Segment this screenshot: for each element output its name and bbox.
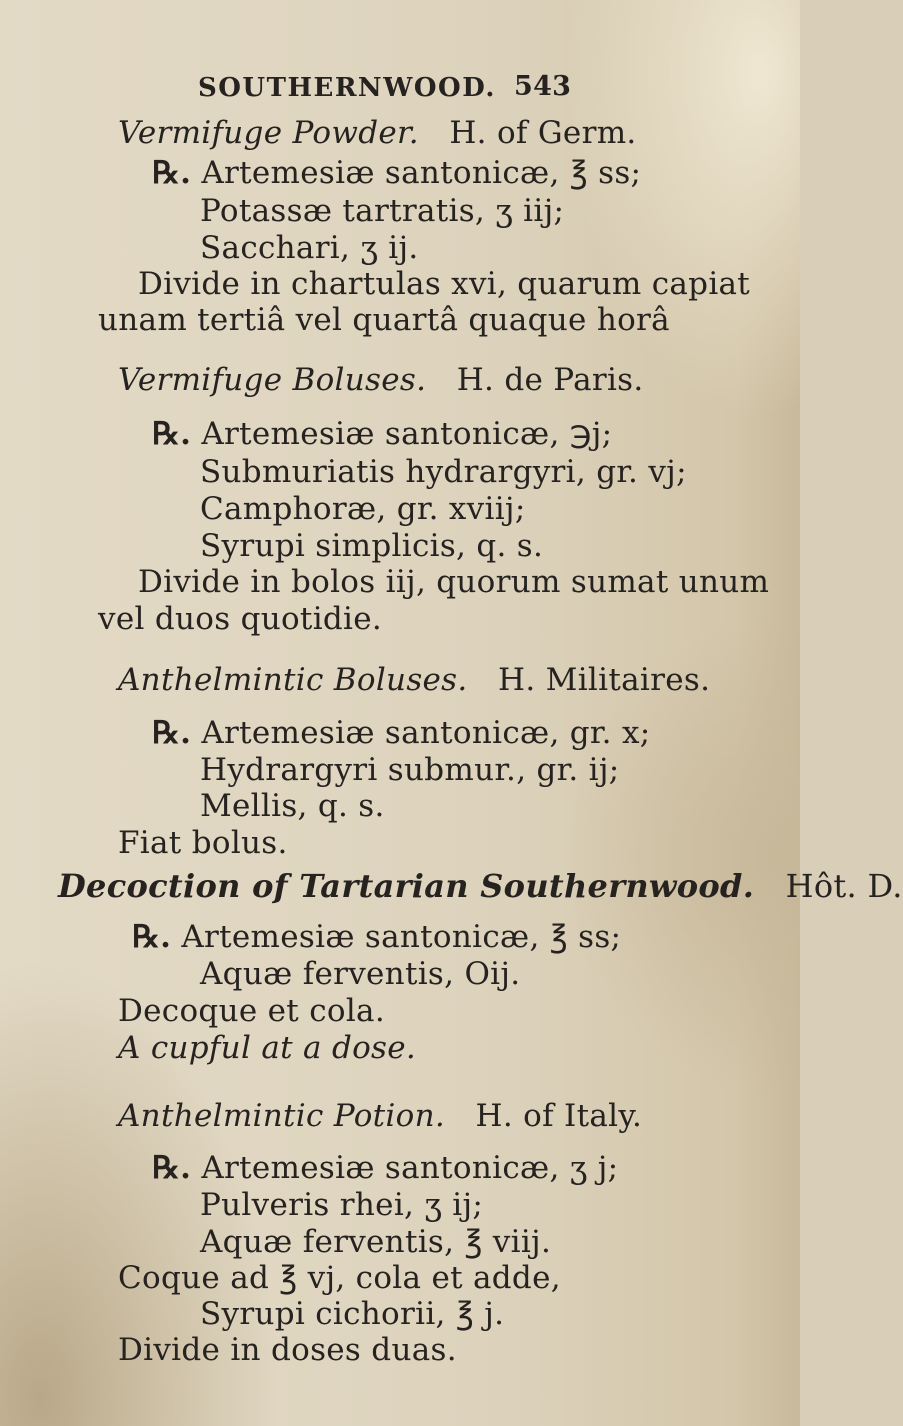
recipe-source: Hôt. D. — [785, 867, 903, 905]
recipe-title: Anthelmintic Potion. — [118, 1098, 446, 1134]
recipe-line: vel duos quotidie. — [98, 601, 383, 637]
rx-symbol: ℞. — [152, 416, 192, 452]
recipe-heading — [118, 115, 637, 151]
recipe-line: Camphoræ, gr. xviij; — [200, 491, 526, 527]
recipe-source: H. de Paris. — [456, 362, 644, 398]
recipe-line: Divide in bolos iij, quorum sumat unum — [138, 564, 770, 600]
recipe-line: Aquæ ferventis, Oij. — [200, 956, 521, 992]
recipe-heading — [118, 1098, 642, 1134]
recipe-line: Coque ad ℥ vj, cola et adde, — [118, 1260, 561, 1296]
recipe-line: Hydrargyri submur., gr. ij; — [200, 752, 620, 788]
recipe-line: Mellis, q. s. — [200, 788, 385, 824]
recipe-line: Pulveris rhei, ʒ ij; — [200, 1187, 484, 1223]
recipe-line: ℞. Artemesiæ santonicæ, ℥ ss; — [132, 919, 622, 955]
rx-symbol: ℞. — [132, 919, 172, 955]
recipe-line: Fiat bolus. — [118, 825, 288, 861]
rx-symbol: ℞. — [152, 1150, 192, 1186]
recipe-source: H. of Germ. — [449, 115, 637, 151]
recipe-line: Potassæ tartratis, ʒ iij; — [200, 193, 565, 229]
recipe-title: Vermifuge Boluses. — [118, 362, 427, 398]
recipe-line: Sacchari, ʒ ij. — [200, 230, 419, 266]
recipe-line: Decoque et cola. — [118, 993, 385, 1029]
rx-symbol: ℞. — [152, 715, 192, 751]
recipe-line: ℞. Artemesiæ santonicæ, ʒ j; — [152, 1150, 619, 1186]
recipe-heading — [118, 362, 644, 398]
recipe-title: Vermifuge Powder. — [118, 115, 419, 151]
rx-symbol: ℞. — [152, 155, 192, 191]
recipe-title: Anthelmintic Boluses. — [118, 662, 468, 698]
recipe-line: Submuriatis hydrargyri, gr. vj; — [200, 454, 687, 490]
recipe-note: A cupful at a dose. — [118, 1030, 417, 1066]
recipe-heading — [118, 662, 710, 698]
recipe-source: H. of Italy. — [475, 1098, 643, 1134]
recipe-title: Decoction of Tartarian Southernwood. — [58, 867, 755, 905]
page-number: 543 — [514, 71, 572, 102]
recipe-line: unam tertiâ vel quartâ quaque horâ — [98, 302, 670, 338]
running-title: SOUTHERNWOOD. — [198, 73, 496, 103]
recipe-line: Syrupi simplicis, q. s. — [200, 528, 544, 564]
recipe-line: Divide in chartulas xvi, quarum capiat — [138, 266, 751, 302]
recipe-line: Syrupi cichorii, ℥ j. — [200, 1296, 505, 1332]
recipe-line: ℞. Artemesiæ santonicæ, gr. x; — [152, 715, 651, 751]
recipe-line: Divide in doses duas. — [118, 1332, 457, 1368]
recipe-line: ℞. Artemesiæ santonicæ, ℈j; — [152, 416, 613, 452]
recipe-line: ℞. Artemesiæ santonicæ, ℥ ss; — [152, 155, 642, 191]
recipe-heading — [58, 868, 903, 904]
recipe-line: Aquæ ferventis, ℥ viij. — [200, 1224, 552, 1260]
recipe-source: H. Militaires. — [498, 662, 711, 698]
